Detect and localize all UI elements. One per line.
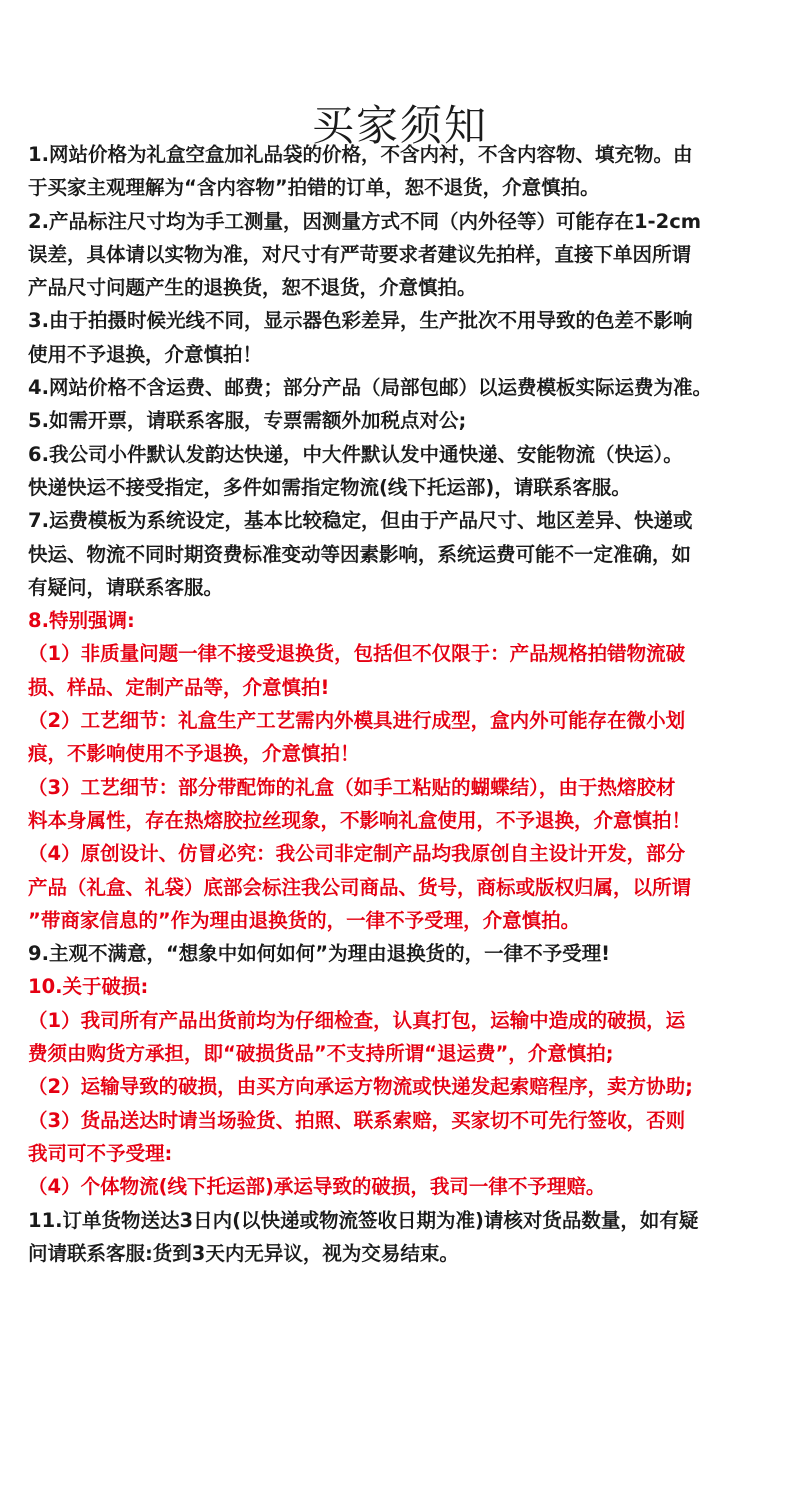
- notice-line: 问请联系客服:货到3天内无异议，视为交易结束。: [28, 1241, 459, 1265]
- notice-line: （2）工艺细节：礼盒生产工艺需内外模具进行成型，盒内外可能存在微小划: [28, 709, 686, 733]
- notice-line: 10.关于破损:: [28, 975, 149, 999]
- notice-line: 6.我公司小件默认发韵达快递，中大件默认发中通快递、安能物流（快运）。: [28, 442, 683, 466]
- notice-line: ”带商家信息的”作为理由退换货的，一律不予受理，介意慎拍。: [28, 908, 581, 932]
- notice-line: 9.主观不满意，“想象中如何如何”为理由退换货的，一律不予受理!: [28, 942, 611, 966]
- notice-line: 误差，具体请以实物为准，对尺寸有严苛要求者建议先拍样，直接下单因所谓: [28, 242, 692, 266]
- notice-line: 料本身属性，存在热熔胶拉丝现象，不影响礼盒使用，不予退换，介意慎拍！: [28, 808, 692, 832]
- notice-line: 3.由于拍摄时候光线不同，显示器色彩差异，生产批次不用导致的色差不影响: [28, 309, 693, 333]
- notice-line: （4）原创设计、仿冒必究：我公司非定制产品均我原创自主设计开发，部分: [28, 842, 686, 866]
- page-title: 买家须知: [311, 101, 488, 151]
- notice-line: 费须由购货方承担，即“破损货品”不支持所谓“退运费”，介意慎拍;: [28, 1042, 614, 1066]
- notice-line: 使用不予退换，介意慎拍！: [28, 342, 263, 366]
- notice-body: [28, 138, 780, 1270]
- notice-line: 4.网站价格不含运费、邮费；部分产品（局部包邮）以运费模板实际运费为准。: [28, 376, 712, 400]
- notice-line: 产品尺寸问题产生的退换货，恕不退货，介意慎拍。: [28, 276, 477, 300]
- notice-line: 于买家主观理解为“含内容物”拍错的订单，恕不退货，介意慎拍。: [28, 176, 600, 200]
- notice-line: 1.网站价格为礼盒空盒加礼品袋的价格，不含内衬，不含内容物、填充物。由: [28, 143, 693, 166]
- notice-line: 11.订单货物送达3日内(以快递或物流签收日期为准)请核对货品数量，如有疑: [28, 1208, 699, 1232]
- notice-line: （1）非质量问题一律不接受退换货，包括但不仅限于：产品规格拍错物流破: [28, 642, 686, 666]
- notice-line: （4）个体物流(线下托运部)承运导致的破损，我司一律不予理赔。: [28, 1175, 606, 1199]
- notice-line: 2.产品标注尺寸均为手工测量，因测量方式不同（内外径等）可能存在1-2cm: [28, 209, 702, 233]
- notice-line: 产品（礼盒、礼袋）底部会标注我公司商品、货号，商标或版权归属，以所谓: [28, 875, 692, 899]
- notice-line: 损、样品、定制产品等，介意慎拍!: [28, 675, 330, 699]
- notice-line: （3）货品送达时请当场验货、拍照、联系索赔，买家切不可先行签收，否则: [28, 1108, 686, 1132]
- notice-line: 7.运费模板为系统设定，基本比较稳定，但由于产品尺寸、地区差异、快递或: [28, 509, 693, 533]
- notice-line: 快运、物流不同时期资费标准变动等因素影响，系统运费可能不一定准确，如: [28, 542, 692, 566]
- notice-line: （3）工艺细节：部分带配饰的礼盒（如手工粘贴的蝴蝶结），由于热熔胶材: [28, 775, 676, 799]
- notice-line: 快递快运不接受指定，多件如需指定物流(线下托运部)，请联系客服。: [28, 475, 631, 499]
- notice-line: 有疑问，请联系客服。: [28, 575, 224, 599]
- notice-line: 8.特别强调:: [28, 609, 135, 633]
- notice-line: 5.如需开票，请联系客服，专票需额外加税点对公;: [28, 409, 467, 433]
- notice-line: 痕，不影响使用不予退换，介意慎拍！: [28, 742, 360, 766]
- notice-line: （1）我司所有产品出货前均为仔细检查，认真打包，运输中造成的破损，运: [28, 1008, 686, 1032]
- notice-line: 我司可不予受理:: [28, 1141, 173, 1165]
- notice-line: （2）运输导致的破损，由买方向承运方物流或快递发起索赔程序，卖方协助;: [28, 1075, 693, 1099]
